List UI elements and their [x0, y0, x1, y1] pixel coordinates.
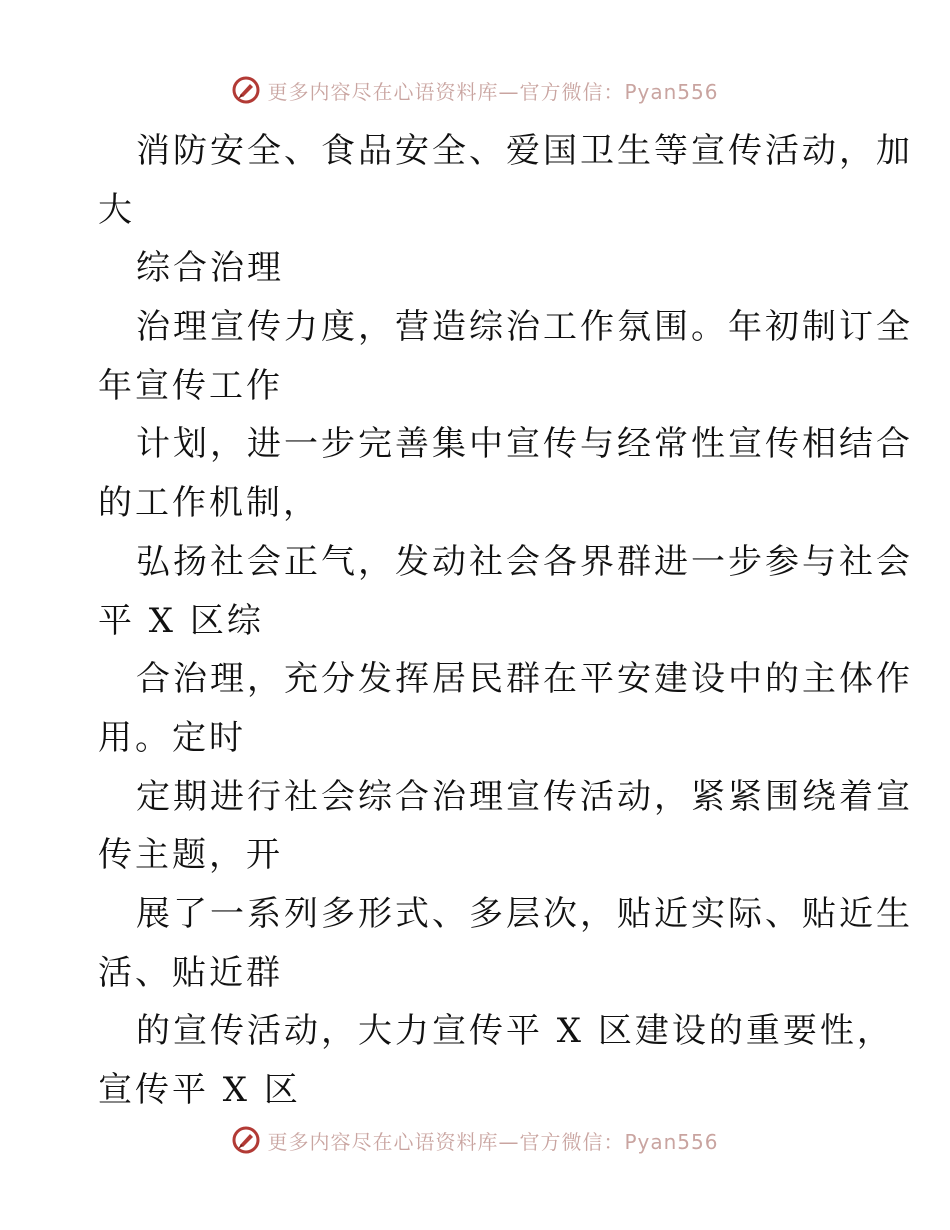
text-line: 宣传平 X 区: [98, 1070, 301, 1110]
pen-logo-icon: [231, 75, 261, 105]
watermark-text: 更多内容尽在心语资料库—官方微信：Pyan556: [267, 1129, 719, 1154]
text-line: 计划，进一步完善集中宣传与经常性宣传相结合: [136, 424, 913, 465]
text-line: 消防安全、食品安全、爱国卫生等宣传活动，加: [136, 131, 913, 171]
text-line: 活、贴近群: [98, 952, 283, 993]
text-line: 综合治理: [136, 248, 284, 289]
text-line: 合治理，充分发挥居民群在平安建设中的主体作: [136, 659, 913, 700]
text-line: 的宣传活动，大力宣传平 X 区建设的重要性，: [136, 1011, 894, 1052]
text-line: 年宣传工作: [98, 365, 283, 406]
watermark-text: 更多内容尽在心语资料库—官方微信：Pyan556: [267, 79, 719, 104]
text-line: 用。定时: [98, 717, 246, 758]
text-line: 的工作机制，: [98, 483, 320, 524]
body-text: [98, 122, 913, 1120]
header-watermark: [0, 70, 950, 110]
text-line: 传主题，开: [98, 835, 283, 876]
footer-watermark: [0, 1120, 950, 1160]
text-line: 弘扬社会正气，发动社会各界群进一步参与社会: [136, 541, 913, 582]
text-line: 展了一系列多形式、多层次，贴近实际、贴近生: [136, 893, 913, 934]
text-line: 治理宣传力度，营造综治工作氛围。年初制订全: [136, 307, 913, 348]
text-line: 定期进行社会综合治理宣传活动，紧紧围绕着宣: [136, 776, 913, 817]
text-line: 大: [98, 189, 135, 230]
text-line: 平 X 区综: [98, 600, 264, 641]
pen-logo-icon: [231, 1125, 261, 1155]
